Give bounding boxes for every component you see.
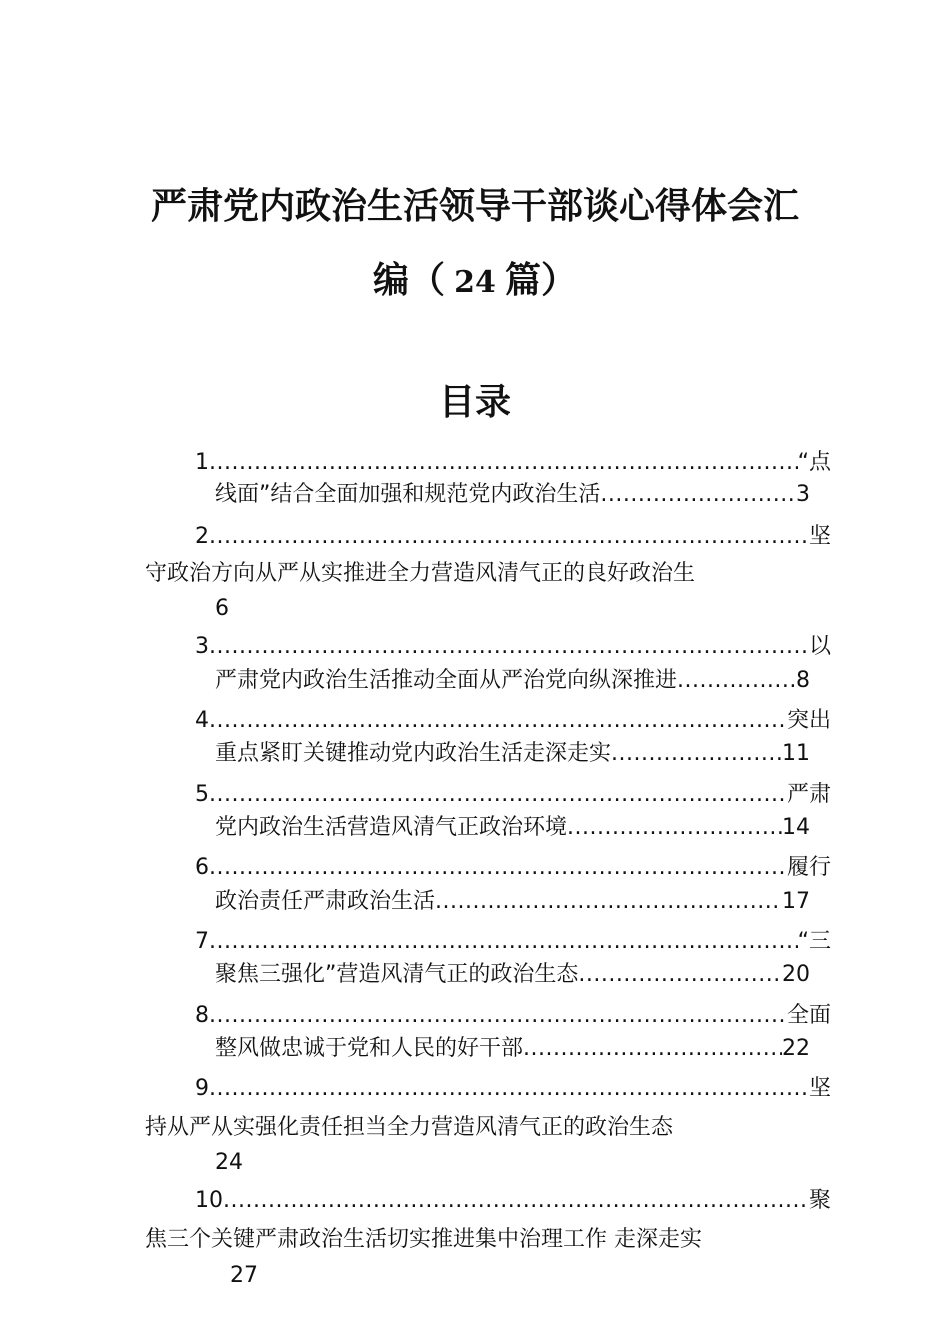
toc-entry-title-rest: 党内政治生活营造风清气正政治环境 [215,815,568,840]
toc-entry-title-start: “点 [797,450,831,475]
toc-entry-number: 5 [195,782,209,807]
toc-entry-title-start: 严肃 [786,782,831,807]
dot-leader [209,1001,787,1031]
toc-entry-line[interactable] [195,780,831,810]
toc-entry-line[interactable] [195,1074,831,1104]
dot-leader [209,1074,809,1104]
toc-entry-line[interactable] [215,480,810,510]
toc-entry-line[interactable] [145,1225,702,1255]
toc-entry-line[interactable] [195,1001,831,1031]
toc-entry-title-rest: 重点紧盯关键推动党内政治生活走深走实 [215,741,612,766]
dot-leader [578,960,782,990]
dot-leader [611,739,782,769]
toc-entry-page: 20 [782,962,810,987]
document-title-line2 [0,252,950,303]
toc-entry-number: 7 [195,929,209,954]
toc-entry-title-start: 突出 [786,708,831,733]
toc-entry-line[interactable] [215,960,810,990]
toc-entry-page: 24 [215,1150,243,1175]
toc-entry-title-rest: 政治责任严肃政治生活 [215,889,436,914]
dot-leader [223,1186,809,1216]
toc-entry-page-line [215,594,229,624]
toc-entry-line[interactable] [195,522,831,552]
toc-entry-number: 2 [195,524,209,549]
toc-entry-page-line [215,1148,243,1178]
dot-leader [600,480,796,510]
toc-entry-number: 1 [195,450,209,475]
toc-entry-title-rest: 焦三个关键严肃政治生活切实推进集中治理工作 走深走实 [145,1227,702,1252]
document-title: 严肃党内政治生活领导干部谈心得体会汇 [150,185,799,227]
toc-entry-page: 8 [796,668,810,693]
dot-leader [209,632,809,662]
dot-leader [209,706,787,736]
title-suffix: 篇） [505,259,578,301]
toc-entry-title-start: “三 [797,929,831,954]
dot-leader [435,887,782,917]
toc-entry-line[interactable] [215,666,810,696]
toc-entry-title-rest: 严肃党内政治生活推动全面从严治党向纵深推进 [215,668,678,693]
toc-entry-page: 27 [230,1263,258,1288]
toc-heading: 目录 [438,381,511,423]
toc-entry-line[interactable] [195,853,831,883]
toc-entry-number: 10 [195,1188,223,1213]
toc-entry-title-start: 全面 [786,1003,831,1028]
toc-entry-title-start: 以 [808,634,831,659]
toc-entry-title-start: 履行 [786,855,831,880]
toc-entry-page: 3 [796,482,810,507]
toc-entry-title-start: 聚 [808,1188,831,1213]
toc-entry-line[interactable] [195,706,831,736]
toc-entry-line[interactable] [195,927,831,957]
toc-entry-title-start: 坚 [808,524,831,549]
toc-entry-page: 11 [782,741,810,766]
toc-entry-title-rest: 聚焦三强化”营造风清气正的政治生态 [215,962,579,987]
dot-leader [209,853,787,883]
toc-entry-line[interactable] [145,1113,673,1143]
toc-entry-line[interactable] [215,813,810,843]
dot-leader [209,522,809,552]
toc-entry-line[interactable] [145,559,695,589]
toc-entry-number: 6 [195,855,209,880]
toc-entry-line[interactable] [215,1034,810,1064]
dot-leader [567,813,782,843]
toc-entry-title-rest: 整风做忠诚于党和人民的好干部 [215,1036,524,1061]
toc-entry-line[interactable] [215,887,810,917]
title-prefix: 编（ [372,259,445,301]
toc-entry-title-start: 坚 [808,1076,831,1101]
article-count: 24 [454,265,496,300]
toc-entry-line[interactable] [195,1186,831,1216]
dot-leader [523,1034,782,1064]
toc-entry-number: 3 [195,634,209,659]
toc-entry-page: 6 [215,596,229,621]
toc-entry-page: 17 [782,889,810,914]
toc-entry-title-rest: 守政治方向从严从实推进全力营造风清气正的良好政治生 [145,561,696,586]
toc-entry-line[interactable] [195,448,831,478]
toc-entry-line[interactable] [215,739,810,769]
toc-entry-number: 4 [195,708,209,733]
toc-entry-title-rest: 线面”结合全面加强和规范党内政治生活 [215,482,601,507]
toc-entry-page: 22 [782,1036,810,1061]
toc-entry-number: 9 [195,1076,209,1101]
toc-entry-page-line [230,1261,258,1291]
dot-leader [209,927,798,957]
toc-entry-page: 14 [782,815,810,840]
toc-entry-number: 8 [195,1003,209,1028]
dot-leader [209,780,787,810]
dot-leader [209,448,798,478]
dot-leader [677,666,796,696]
toc-entry-title-rest: 持从严从实强化责任担当全力营造风清气正的政治生态 [145,1115,674,1140]
toc-entry-line[interactable] [195,632,831,662]
